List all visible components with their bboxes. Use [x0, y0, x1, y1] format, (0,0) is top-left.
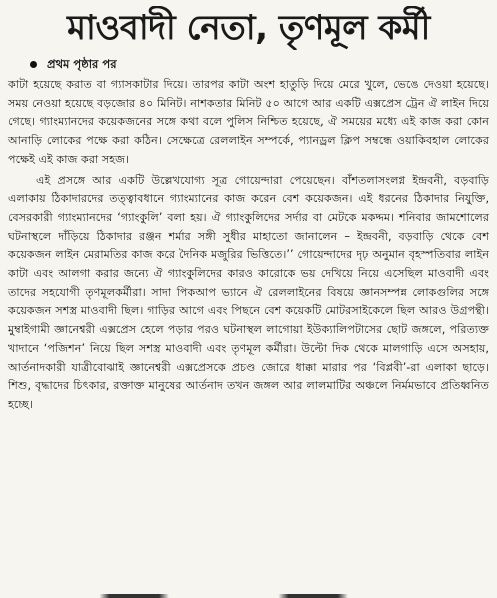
- headline: মাওবাদী নেতা, তৃণমূল কর্মী: [67, 8, 430, 48]
- newspaper-clipping: [0, 6, 497, 598]
- paragraph-1: কাটা হয়েছে করাত বা গ্যাসকাটার দিয়ে। তারপর কাটা অংশ হাতুড়ি দিয়ে মেরে খুলে, ভেঙে দেওয়া হয়েছে। সময় নেওয়া হয়েছে বড়জোর ৪০ মিনিট। নাশকতার মিনিট ৫০ আগে আর একটি এক্সপ্রেস ট্রেন ঐ লাইন দিয়ে গেছে। গ্যাংম্যানদের কয়েকজনের সঙ্গে কথা বলে পুলিস নিশ্চিত হয়েছে, ঐ সময়ের মধ্যে এই কাজ করা কোন আনাড়ি লোকের পক্ষে করা কঠিন। সেক্ষেত্রে রেললাইন সম্পর্কে, প্যানড্রল ক্লিপ সম্বন্ধে ওয়াকিবহাল লোকের পক্ষেই এই কাজ করা সহজ।: [8, 78, 489, 166]
- continued-from-front-page: [30, 56, 489, 72]
- paragraph-2: এই প্রসঙ্গে আর একটি উল্লেখযোগ্য সূত্র গোয়েন্দারা পেয়েছেন। বাঁশতলাসংলগ্ন ইন্দ্রবনী, বড়বাড়ি এলাকায় ঠিকাদারদের তত্ত্বাবধানে গ্যাংম্যানের কাজ করেন বেশ কয়েকজন। এই ধরনের ঠিকাদার নিযুক্তি, বেসরকারী গ্যাংম্যানদের ‘গ্যাংকুলি’ বলা হয়। ঐ গ্যাংকুলিদের সর্দার বা মেটকে মকদ্দম। শনিবার জামশোলের ঘটনাস্থলে দাঁড়িয়ে ঠিকাদার রঞ্জন শর্মার সঙ্গী সুধীর মাহাতো জানালেন – ইন্দ্রবনী, বড়বাড়ি থেকে বেশ কয়েকজন লাইন মেরামতির কাজ করে দৈনিক মজুরির ভিত্তিতে।’’ গোয়েন্দাদের দৃঢ় অনুমান বৃহস্পতিবার লাইন কাটা এবং আলগা করার জন্যে ঐ গ্যাংকুলিদের কারও কারোকে ভয় দেখিয়ে নিয়ে এসেছিল মাওবাদী এবং তাদের সহযোগী তৃণমূলকর্মীরা। সাদা পিকআপ ভ্যানে ঐ রেললাইনের বিষয়ে জ্ঞানসম্পন্ন লোকগুলির সঙ্গে কয়েকজন সশস্ত্র মাওবাদী ছিল। গাড়ির আগে এবং পিছনে বেশ কয়েকটি মোটরসাইকেলে ছিল আরও উগ্রপন্থী। মুম্বাইগামী জ্ঞানেশ্বরী এক্সপ্রেস হেলে পড়ার পরও ঘটনাস্থল লাগোয়া ইউক্যালিপটাসের ছোট জঙ্গলে, পরিত্যক্ত খাদানে ‘পজিশন’ নিয়ে ছিল সশস্ত্র মাওবাদী এবং তৃণমূল কর্মীরা। উল্টো দিক থেকে মালগাড়ি এসে অসহায়, আর্তনাদকারী যাত্রীবোঝাই জ্ঞানেশ্বরী এক্সপ্রেসকে প্রচণ্ড জোরে ধাক্কা মারার পর ‘বিপ্লবী’-রা এলাকা ছাড়ে। শিশু, বৃদ্ধাদের চিৎকার, রক্তাক্ত মানুষের আর্তনাদ তখন জঙ্গল আর লালমাটির অঞ্চলে নির্মমভাবে প্রতিধ্বনিত হচ্ছে।: [8, 173, 489, 411]
- continued-label: প্রথম পৃষ্ঠার পর: [47, 57, 117, 71]
- bullet-icon: [30, 61, 37, 68]
- cut-edge-decoration: [0, 594, 497, 598]
- article-body: [8, 76, 489, 415]
